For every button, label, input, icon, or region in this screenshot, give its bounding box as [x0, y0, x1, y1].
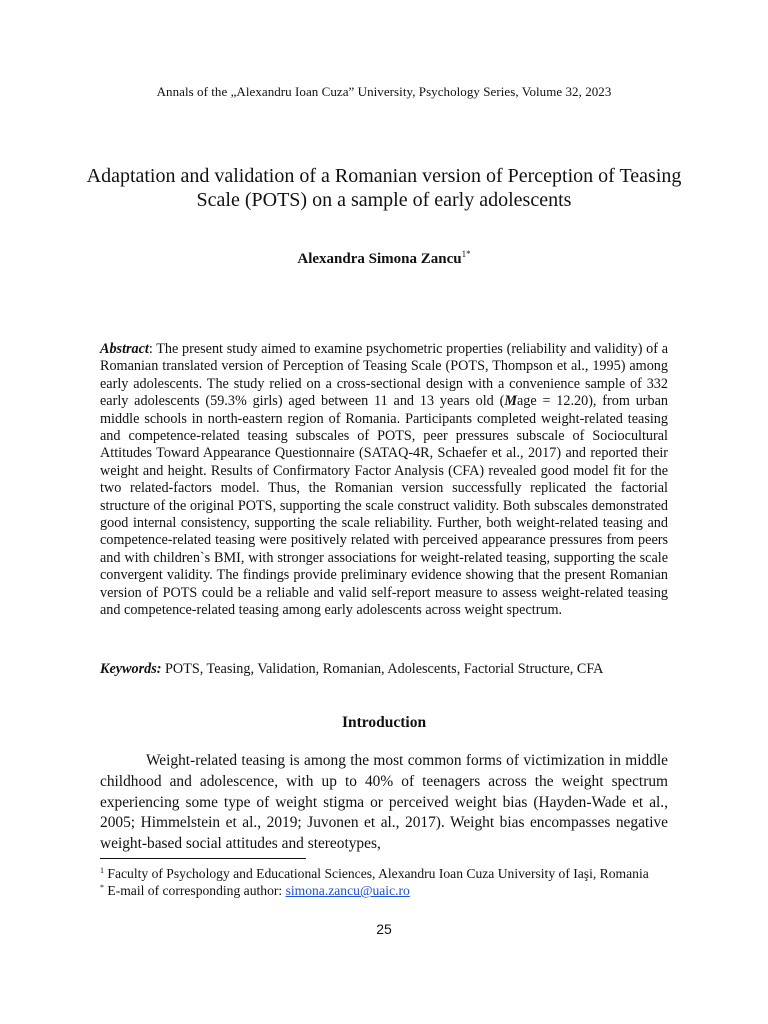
introduction-paragraph: Weight-related teasing is among the most common forms of victimization in middle childhood and adolescence, with up to 40% of teenagers across the weight spectrum experiencing some type of weight stigma or perceived weight bias (Hayden-Wade et al., 2005; Himmelstein et al., 2019; Juvonen et al., 2017). Weight bias encompasses negative weight-based social attitudes and stereotypes,	[100, 752, 668, 853]
footnote-1-text: Faculty of Psychology and Educational Sciences, Alexandru Ioan Cuza University of Iaşi, Romania	[104, 866, 649, 881]
author-name: Alexandra Simona Zancu	[297, 251, 462, 267]
email-link[interactable]: simona.zancu@uaic.ro	[285, 883, 410, 898]
keywords-label: Keywords:	[100, 661, 162, 677]
paper-title: Adaptation and validation of a Romanian version of Perception of Teasing Scale (POTS) on a sample of early adolescents	[86, 165, 682, 211]
abstract	[100, 341, 668, 620]
footnote-2-text: E-mail of corresponding author:	[104, 883, 286, 898]
footnotes	[100, 865, 668, 899]
keywords-text: POTS, Teasing, Validation, Romanian, Adolescents, Factorial Structure, CFA	[161, 661, 604, 677]
footnote-divider	[100, 858, 306, 859]
page-number: 25	[376, 921, 392, 937]
keywords	[100, 661, 668, 678]
author-footnote-marks: 1*	[461, 249, 471, 259]
footnote-affiliation	[100, 865, 668, 882]
abstract-text-part2: age = 12.20), from urban middle schools in north-eastern region of Romania. Participants completed weight-related teasing and competence-related teasing subscales of POTS, peer pressures subscale of Sociocultural Attitudes Toward Appearance Questionnaire (SATAQ-4R, Schaefer et al., 2017) and reported their weight and height. Results of Confirmatory Factor Analysis (CFA) revealed good model fit for the two related-factors model. Thus, the Romanian version successfully replicated the factorial structure of the original POTS, supporting the scale construct validity. Both subscales demonstrated good internal consistency, supporting the scale reliability. Further, both weight-related teasing and competence-related teasing were positively related with perceived appearance pressures from peers and with children`s BMI, with stronger associations for weight-related teasing, supporting the scale convergent validity. The findings provide preliminary evidence showing that the present Romanian version of POTS could be a reliable and valid self-report measure to assess weight-related teasing and competence-related teasing among early adolescents across weight spectrum.	[100, 393, 668, 619]
abstract-mage-letter: M	[504, 393, 517, 410]
abstract-label: Abstract	[100, 341, 149, 357]
running-head: Annals of the „Alexandru Ioan Cuza” University, Psychology Series, Volume 32, 2023	[156, 84, 612, 99]
footnote-2-mark: *	[100, 883, 104, 892]
author-line	[0, 251, 768, 268]
abstract-text-part1: : The present study aimed to examine psychometric properties (reliability and validity) of a Romanian translated version of Perception of Teasing Scale (POTS, Thompson et al., 1995) among early adolescents. The study relied on a cross-sectional design with a convenience sample of 332 early adolescents (59.3% girls) aged between 11 and 13 years old (	[100, 341, 668, 410]
footnote-1-mark: 1	[100, 866, 104, 875]
section-heading-introduction: Introduction	[341, 714, 427, 731]
footnote-email	[100, 882, 668, 899]
